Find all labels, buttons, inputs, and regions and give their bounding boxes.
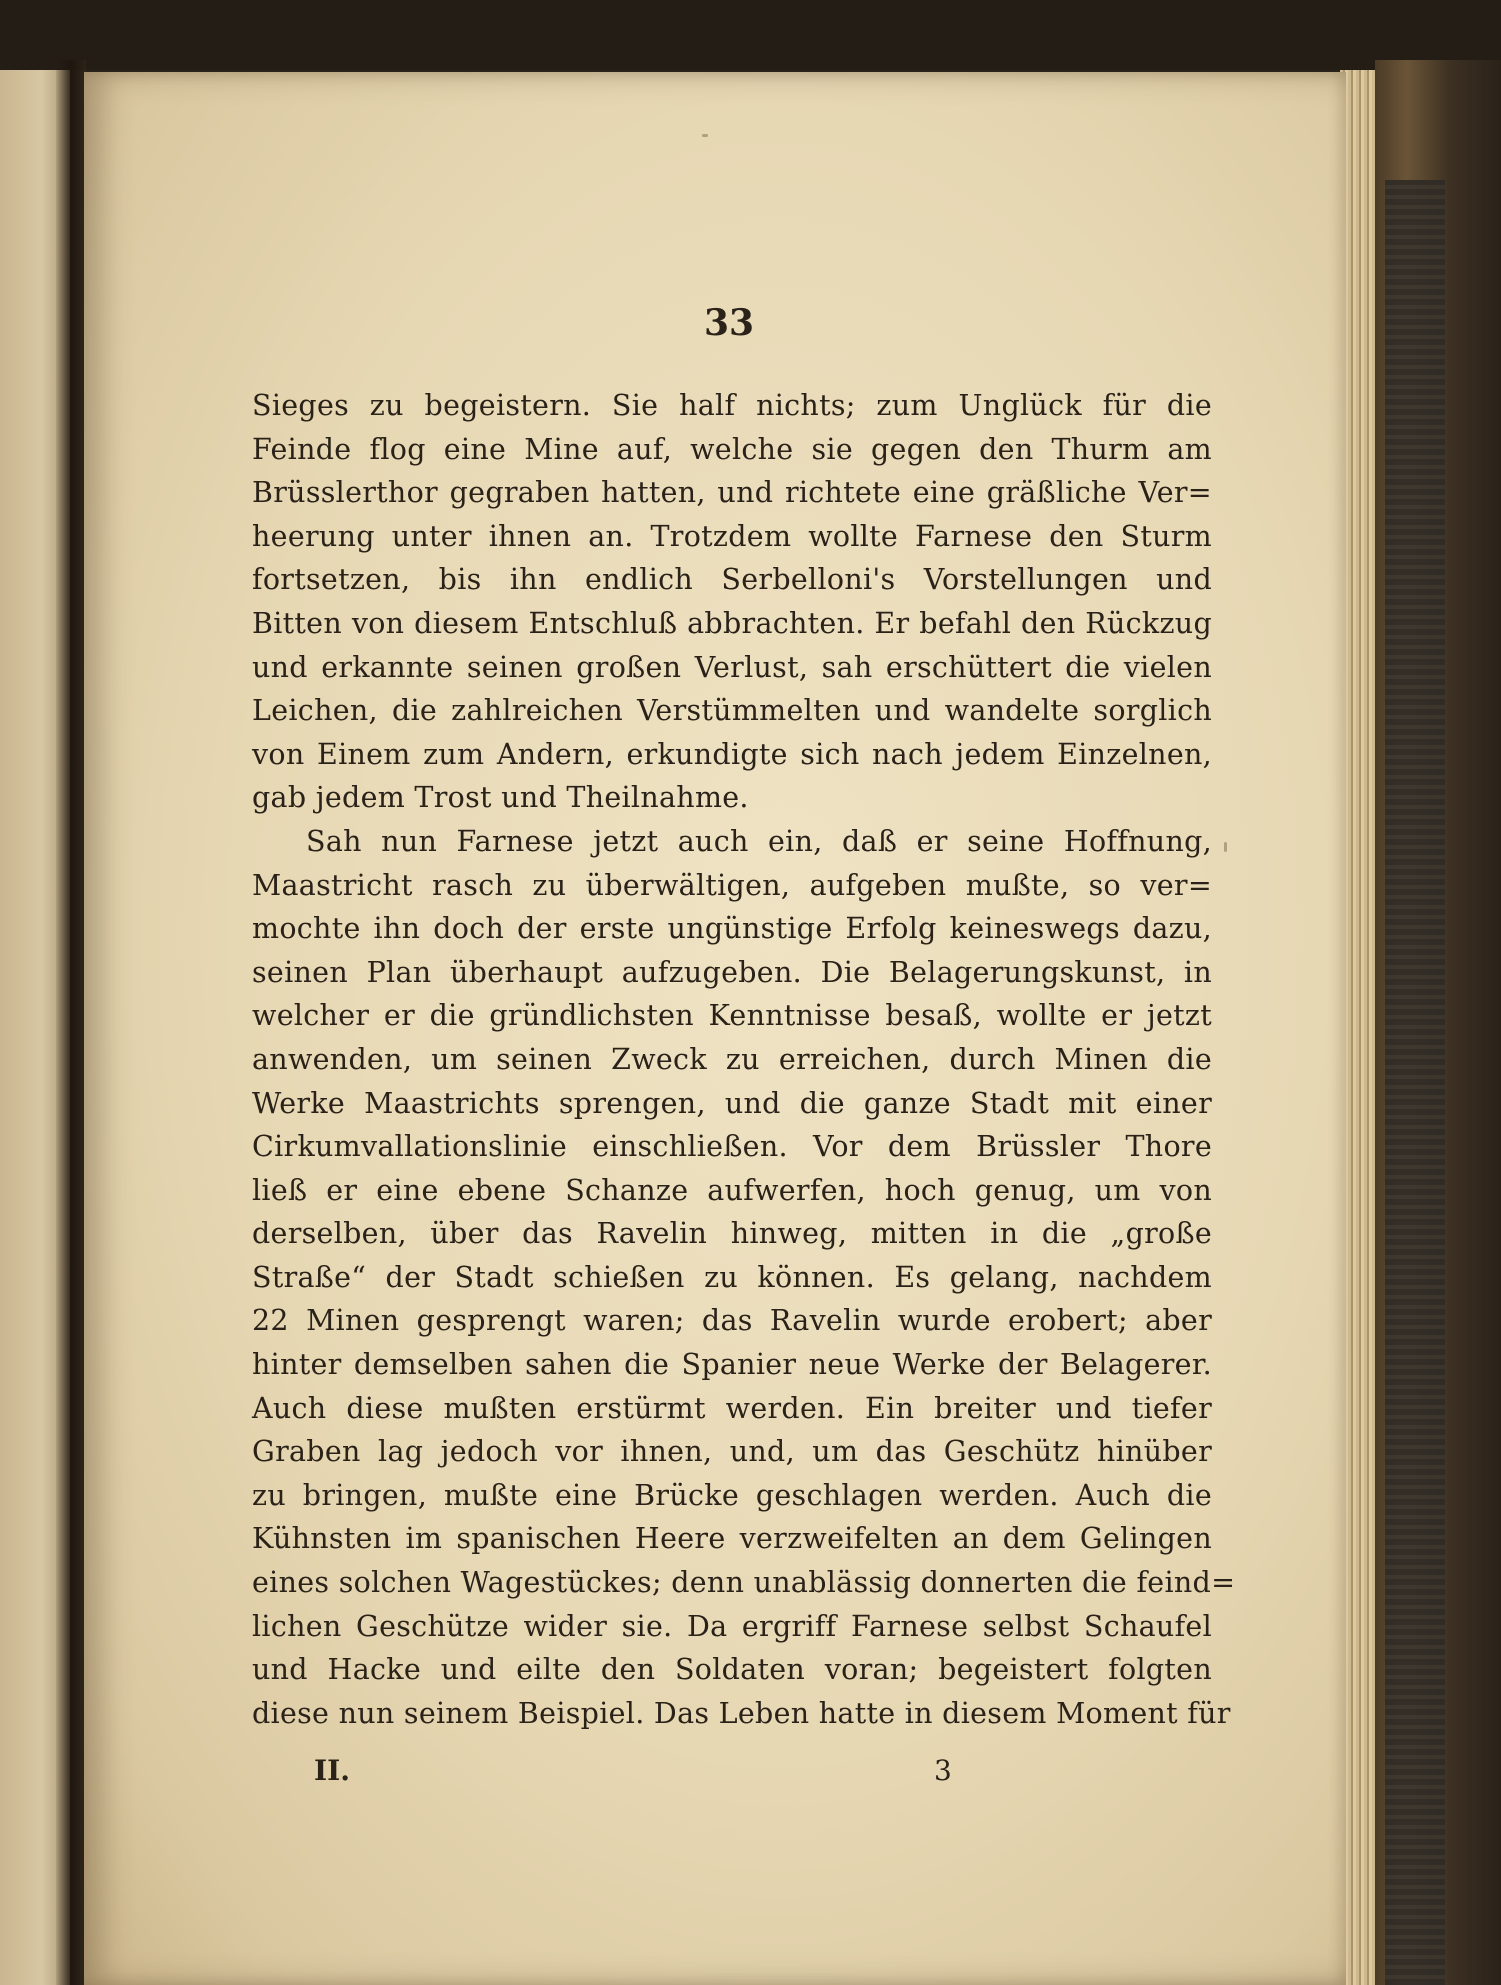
book-page xyxy=(84,72,1346,1985)
text-line: von Einem zum Andern, erkundigte sich nach jedem Einzelnen, xyxy=(252,737,1212,771)
text-line: lichen Geschütze wider sie. Da ergriff Farnese selbst Schaufel xyxy=(252,1609,1212,1643)
text-line: Sieges zu begeistern. Sie half nichts; zum Unglück für die xyxy=(252,389,1212,422)
text-line: und Hacke und eilte den Soldaten voran; begeistert folgten xyxy=(252,1653,1212,1687)
text-line: Maastricht rasch zu überwältigen, aufgeben mußte, so ver= xyxy=(252,868,1212,902)
text-line: welcher er die gründlichsten Kenntnisse besaß, wollte er jetzt xyxy=(252,999,1212,1033)
signature-mark: II. xyxy=(314,1754,350,1787)
text-line: Leichen, die zahlreichen Verstümmelten und wandelte sorglich xyxy=(252,694,1212,728)
text-line: ließ er eine ebene Schanze aufwerfen, hoch genug, um von xyxy=(252,1173,1212,1207)
text-line: Graben lag jedoch vor ihnen, und, um das Geschütz hinüber xyxy=(252,1435,1212,1469)
paragraph-start-line: Sah nun Farnese jetzt auch ein, daß er seine Hoffnung, xyxy=(306,824,1212,858)
text-line: Cirkumvallationslinie einschließen. Vor dem Brüssler Thore xyxy=(252,1130,1212,1164)
text-line: hinter demselben sahen die Spanier neue Werke der Belagerer. xyxy=(252,1348,1212,1382)
text-line: Bitten von diesem Entschluß abbrachten. Er befahl den Rückzug xyxy=(252,606,1212,640)
text-line: mochte ihn doch der erste ungünstige Erfolg keineswegs dazu, xyxy=(252,912,1212,946)
text-line: Straße“ der Stadt schießen zu können. Es gelang, nachdem xyxy=(252,1260,1212,1294)
paper-speck xyxy=(702,134,708,137)
binding-top-edge xyxy=(0,0,1501,70)
body-text xyxy=(252,384,1236,1735)
binding-gutter xyxy=(56,60,86,1985)
paragraph-end-line: gab jedem Trost und Theilnahme. xyxy=(252,781,749,815)
gathering-number: 3 xyxy=(934,1754,952,1787)
text-line: seinen Plan überhaupt aufzugeben. Die Belagerungskunst, in xyxy=(252,955,1212,989)
page-number: 33 xyxy=(703,302,755,344)
text-line: Kühnsten im spanischen Heere verzweifelten an dem Gelingen xyxy=(252,1522,1212,1556)
text-line: zu bringen, mußte eine Brücke geschlagen werden. Auch die xyxy=(252,1478,1212,1512)
text-line: Brüsslerthor gegraben hatten, und richtete eine gräßliche Ver= xyxy=(252,476,1212,510)
text-line: anwenden, um seinen Zweck zu erreichen, durch Minen die xyxy=(252,1042,1212,1076)
text-line: Feinde flog eine Mine auf, welche sie gegen den Thurm am xyxy=(252,432,1212,466)
text-line: Werke Maastrichts sprengen, und die ganze Stadt mit einer xyxy=(252,1086,1212,1120)
paper-speck xyxy=(1224,842,1227,852)
cover-cloth-strip xyxy=(1385,180,1445,1985)
text-line: Auch diese mußten erstürmt werden. Ein breiter und tiefer xyxy=(252,1391,1212,1425)
text-line: und erkannte seinen großen Verlust, sah erschüttert die vielen xyxy=(252,650,1212,684)
text-line: diese nun seinem Beispiel. Das Leben hatte in diesem Moment für xyxy=(252,1696,1231,1730)
text-line: 22 Minen gesprengt waren; das Ravelin wurde erobert; aber xyxy=(252,1304,1212,1338)
text-line: eines solchen Wagestückes; denn unablässig donnerten die feind= xyxy=(252,1566,1236,1600)
text-line: fortsetzen, bis ihn endlich Serbelloni's Vorstellungen und xyxy=(252,563,1212,597)
text-line: heerung unter ihnen an. Trotzdem wollte Farnese den Sturm xyxy=(252,519,1212,553)
text-line: derselben, über das Ravelin hinweg, mitten in die „große xyxy=(252,1217,1212,1251)
